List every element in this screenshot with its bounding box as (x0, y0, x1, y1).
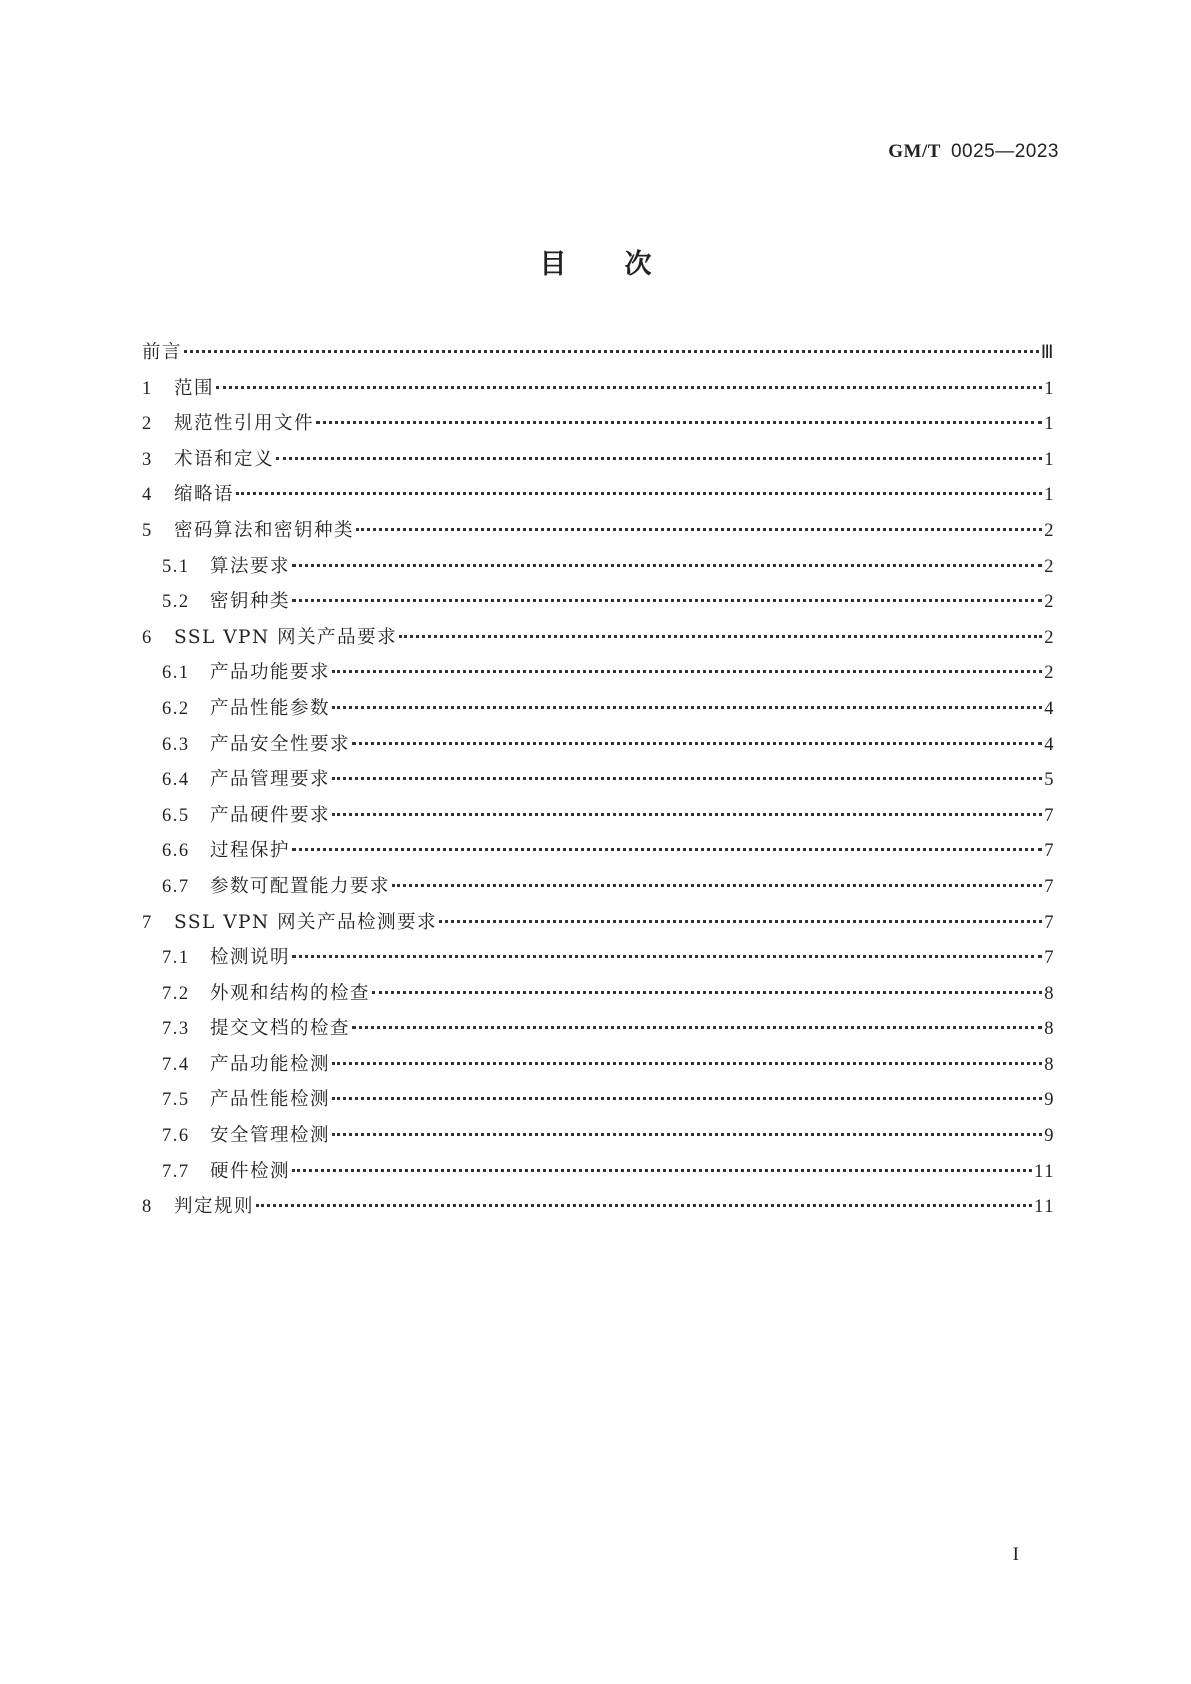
toc-entry-page: 1 (1044, 449, 1055, 470)
toc-entry-label: SSL VPN 网关产品要求 (174, 626, 398, 648)
toc-entry-label: 范围 (174, 377, 215, 399)
toc-entry[interactable] (142, 587, 1055, 623)
toc-leader-dots (352, 742, 1042, 745)
toc-entry-label: 产品性能检测 (210, 1089, 331, 1111)
toc-entry-number: 7.5 (162, 1090, 190, 1111)
toc-entry[interactable] (142, 1014, 1055, 1050)
toc-entry[interactable] (142, 908, 1055, 944)
toc-entry-label: 算法要求 (210, 555, 291, 577)
toc-entry-label: 提交文档的检查 (210, 1018, 351, 1040)
toc-leader-dots (256, 1204, 1032, 1207)
toc-entry-page: 11 (1034, 1161, 1055, 1182)
toc-entry-label: 密码算法和密钥种类 (174, 519, 355, 541)
toc-entry-number: 7 (142, 912, 153, 933)
toc-entry-number: 6.1 (162, 663, 190, 684)
toc-entry-page: 9 (1044, 1126, 1055, 1147)
toc-entry[interactable] (142, 623, 1055, 659)
toc-leader-dots (352, 1026, 1042, 1029)
toc-entry-number: 6 (142, 627, 153, 648)
toc-entry-page: 1 (1044, 378, 1055, 399)
toc-entry-label: 缩略语 (174, 484, 235, 506)
toc-entry-page: 8 (1044, 1019, 1055, 1040)
toc-entry-page: 1 (1044, 414, 1055, 435)
toc-entry-number: 7.6 (162, 1126, 190, 1147)
toc-leader-dots (332, 1062, 1042, 1065)
standard-code (888, 140, 1059, 163)
toc-entry-number: 5 (142, 520, 153, 541)
toc-entry[interactable] (142, 1121, 1055, 1157)
toc-entry-number: 5.2 (162, 592, 190, 613)
toc-entry-page: 7 (1044, 948, 1055, 969)
toc-entry-label: 产品性能参数 (210, 697, 331, 719)
toc-entry-number: 3 (142, 449, 153, 470)
toc-entry-page: 8 (1044, 1054, 1055, 1075)
toc-entry-page: 11 (1034, 1197, 1055, 1218)
page-number: I (1012, 1544, 1019, 1565)
toc-entry-label: 产品功能检测 (210, 1053, 331, 1075)
toc-entry-number: 6.4 (162, 770, 190, 791)
toc-entry-label: 判定规则 (174, 1196, 255, 1218)
toc-title: 目次 (539, 249, 710, 280)
toc-leader-dots (292, 955, 1042, 958)
toc-entry-number: 7.2 (162, 983, 190, 1004)
toc-entry-page: 2 (1044, 556, 1055, 577)
toc-entry-page: 9 (1044, 1090, 1055, 1111)
toc-entry-page: 2 (1044, 592, 1055, 613)
standard-code-prefix: GM/T (888, 141, 941, 162)
toc-entry-label: SSL VPN 网关产品检测要求 (174, 911, 438, 933)
toc-entry-number: 6.7 (162, 876, 190, 897)
toc-entry-label: 产品安全性要求 (210, 733, 351, 755)
toc-entry-number: 7.7 (162, 1161, 190, 1182)
toc-entry-page: 2 (1044, 663, 1055, 684)
toc-entry-page: 8 (1044, 983, 1055, 1004)
toc-entry[interactable] (142, 552, 1055, 588)
toc-entry-label: 安全管理检测 (210, 1125, 331, 1147)
toc-entry-number: 7.1 (162, 948, 190, 969)
toc-entry-page: 2 (1044, 520, 1055, 541)
toc-entry[interactable] (142, 801, 1055, 837)
toc-entry[interactable] (142, 445, 1055, 481)
toc-entry-number: 8 (142, 1197, 153, 1218)
toc-entry-page: Ⅲ (1040, 343, 1055, 363)
toc-leader-dots (332, 813, 1042, 816)
toc-entry-number: 1 (142, 378, 153, 399)
toc-leader-dots (276, 457, 1042, 460)
toc-leader-dots (236, 492, 1042, 495)
toc-entry-label: 参数可配置能力要求 (210, 875, 391, 897)
toc-entry[interactable] (142, 338, 1055, 374)
toc-leader-dots (292, 599, 1042, 602)
toc-entry-label: 外观和结构的检查 (210, 982, 371, 1004)
toc-leader-dots (292, 1169, 1032, 1172)
toc-entry-label: 硬件检测 (210, 1160, 291, 1182)
toc-leader-dots (216, 386, 1042, 389)
toc-entry-page: 5 (1044, 770, 1055, 791)
toc-leader-dots (292, 848, 1042, 851)
toc-entry-number: 7.4 (162, 1054, 190, 1075)
toc-entry[interactable] (142, 765, 1055, 801)
toc-entry-page: 7 (1044, 841, 1055, 862)
toc-entry[interactable] (142, 1157, 1055, 1193)
toc-leader-dots (392, 884, 1042, 887)
toc-entry-page: 7 (1044, 876, 1055, 897)
toc-entry[interactable] (142, 409, 1055, 445)
toc-entry-number: 5.1 (162, 556, 190, 577)
toc-entry-page: 4 (1044, 734, 1055, 755)
toc-leader-dots (332, 1097, 1042, 1100)
toc-leader-dots (399, 635, 1042, 638)
toc-entry[interactable] (142, 979, 1055, 1015)
toc-entry-page: 7 (1044, 805, 1055, 826)
toc-entry-number: 6.5 (162, 805, 190, 826)
toc-leader-dots (332, 670, 1042, 673)
toc-entry-label: 术语和定义 (174, 448, 275, 470)
toc-entry[interactable] (142, 872, 1055, 908)
toc-entry-label: 密钥种类 (210, 591, 291, 613)
toc-entry-label: 产品功能要求 (210, 662, 331, 684)
toc-leader-dots (184, 350, 1039, 353)
toc-entry-label: 规范性引用文件 (174, 413, 315, 435)
toc-entry[interactable] (142, 480, 1055, 516)
toc-leader-dots (372, 991, 1042, 994)
toc-leader-dots (292, 564, 1042, 567)
toc-entry-page: 2 (1044, 627, 1055, 648)
toc-entry-page: 1 (1044, 485, 1055, 506)
toc-entry-number: 6.2 (162, 698, 190, 719)
toc-leader-dots (332, 706, 1042, 709)
toc-entry[interactable] (142, 836, 1055, 872)
toc-leader-dots (332, 777, 1042, 780)
table-of-contents (142, 338, 1055, 1228)
toc-entry-label: 产品硬件要求 (210, 804, 331, 826)
toc-leader-dots (316, 421, 1042, 424)
toc-entry-label: 检测说明 (210, 947, 291, 969)
toc-entry[interactable] (142, 694, 1055, 730)
toc-entry[interactable] (142, 943, 1055, 979)
toc-entry-number: 4 (142, 485, 153, 506)
toc-entry-number: 7.3 (162, 1019, 190, 1040)
toc-entry-number: 6.6 (162, 841, 190, 862)
toc-entry-label: 过程保护 (210, 840, 291, 862)
toc-leader-dots (332, 1133, 1042, 1136)
toc-entry-number: 2 (142, 414, 153, 435)
toc-leader-dots (356, 528, 1042, 531)
toc-entry[interactable] (142, 658, 1055, 694)
toc-entry-label: 前言 (142, 342, 183, 363)
standard-code-number: 0025—2023 (950, 141, 1059, 162)
toc-entry[interactable] (142, 516, 1055, 552)
toc-leader-dots (439, 920, 1042, 923)
toc-entry-page: 7 (1044, 912, 1055, 933)
toc-entry[interactable] (142, 730, 1055, 766)
toc-entry[interactable] (142, 374, 1055, 410)
toc-entry-page: 4 (1044, 698, 1055, 719)
toc-entry[interactable] (142, 1085, 1055, 1121)
toc-entry-label: 产品管理要求 (210, 769, 331, 791)
toc-entry-number: 6.3 (162, 734, 190, 755)
toc-entry[interactable] (142, 1192, 1055, 1228)
toc-entry[interactable] (142, 1050, 1055, 1086)
